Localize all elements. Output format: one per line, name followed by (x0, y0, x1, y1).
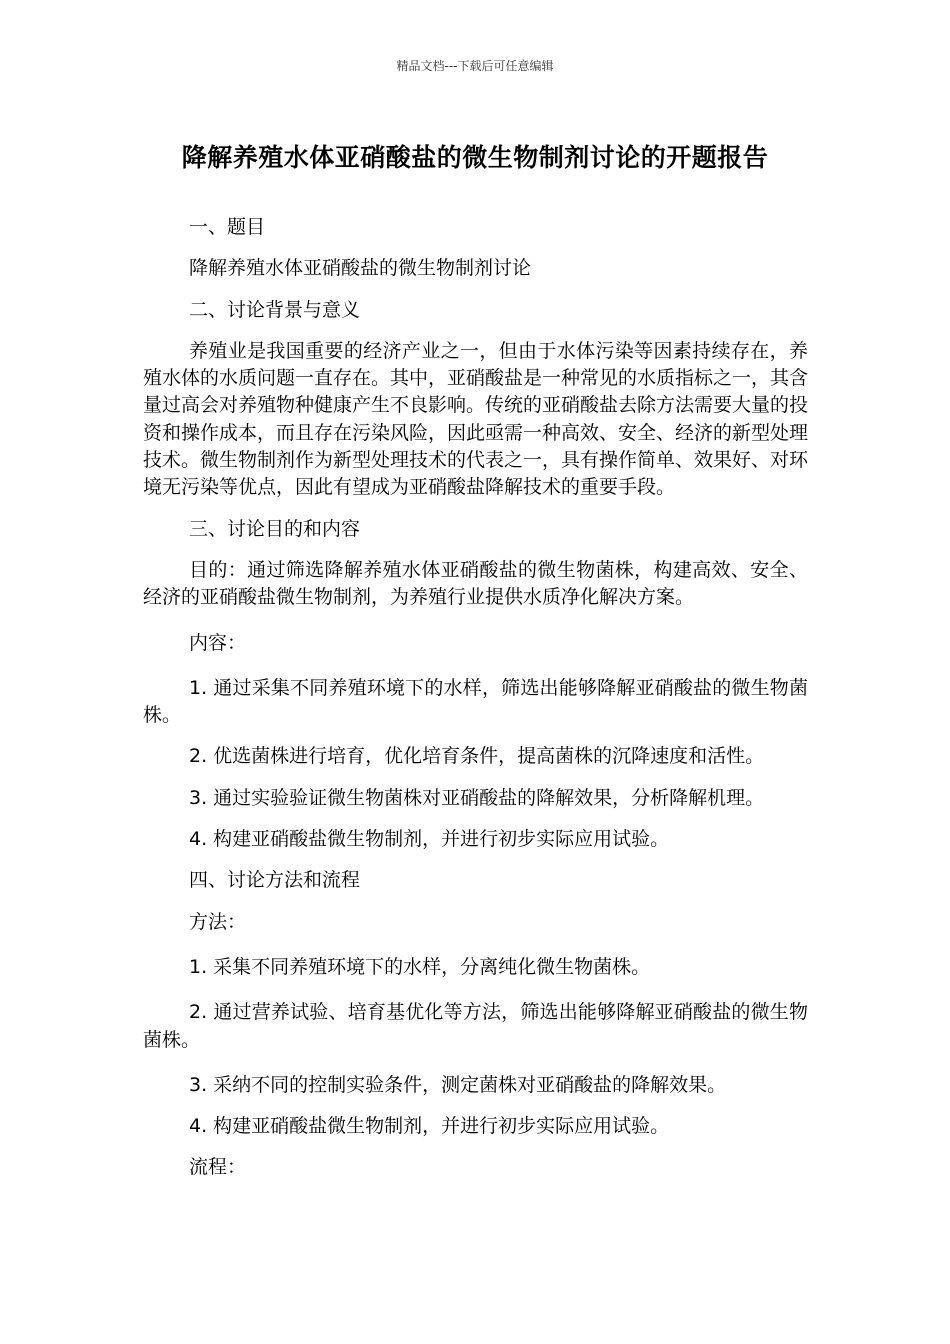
topic-text: 降解养殖水体亚硝酸盐的微生物制剂讨论 (189, 257, 532, 280)
methods-item: 1. 采集不同养殖环境下的水样，分离纯化微生物菌株。 (189, 955, 651, 978)
document-body (143, 214, 808, 1196)
content-item: 3. 通过实验验证微生物菌株对亚硝酸盐的降解效果，分析降解机理。 (189, 786, 765, 809)
page-title: 降解养殖水体亚硝酸盐的微生物制剂讨论的开题报告 (181, 143, 769, 172)
section-heading-purpose: 三、讨论目的和内容 (189, 517, 361, 540)
methods-item: 4. 构建亚硝酸盐微生物制剂，并进行初步实际应用试验。 (189, 1115, 670, 1138)
process-label: 流程： (189, 1156, 247, 1179)
content-label: 内容： (189, 631, 247, 654)
background-paragraph: 养殖业是我国重要的经济产业之一，但由于水体污染等因素持续存在，养殖水体的水质问题一直存在。其中，亚硝酸盐是一种常见的水质指标之一，其含量过高会对养殖物种健康产生不良影响。传统的亚硝酸盐去除方法需要大量的投资和操作成本，而且存在污染风险，因此亟需一种高效、安全、经济的新型处理技术。微生物制剂作为新型处理技术的代表之一，具有操作简单、效果好、对环境无污染等优点，因此有望成为亚硝酸盐降解技术的重要手段。 (143, 339, 809, 499)
methods-label: 方法： (189, 910, 247, 933)
purpose-paragraph: 目的：通过筛选降解养殖水体亚硝酸盐的微生物菌株，构建高效、安全、经济的亚硝酸盐微生物制剂，为养殖行业提供水质净化解决方案。 (143, 558, 808, 609)
methods-item: 2. 通过营养试验、培育基优化等方法，筛选出能够降解亚硝酸盐的微生物菌株。 (143, 1001, 808, 1051)
content-item: 4. 构建亚硝酸盐微生物制剂，并进行初步实际应用试验。 (189, 828, 670, 851)
section-heading-methods: 四、讨论方法和流程 (189, 869, 361, 892)
methods-item: 3. 采纳不同的控制实验条件，测定菌株对亚硝酸盐的降解效果。 (189, 1073, 727, 1096)
section-heading-topic: 一、题目 (189, 216, 266, 238)
header-note: 精品文档---下载后可任意编辑 (396, 59, 554, 73)
content-item: 1. 通过采集不同养殖环境下的水样，筛选出能够降解亚硝酸盐的微生物菌株。 (143, 676, 808, 727)
section-heading-background: 二、讨论背景与意义 (189, 298, 361, 321)
content-item: 2. 优选菌株进行培育，优化培育条件，提高菌株的沉降速度和活性。 (189, 745, 765, 768)
